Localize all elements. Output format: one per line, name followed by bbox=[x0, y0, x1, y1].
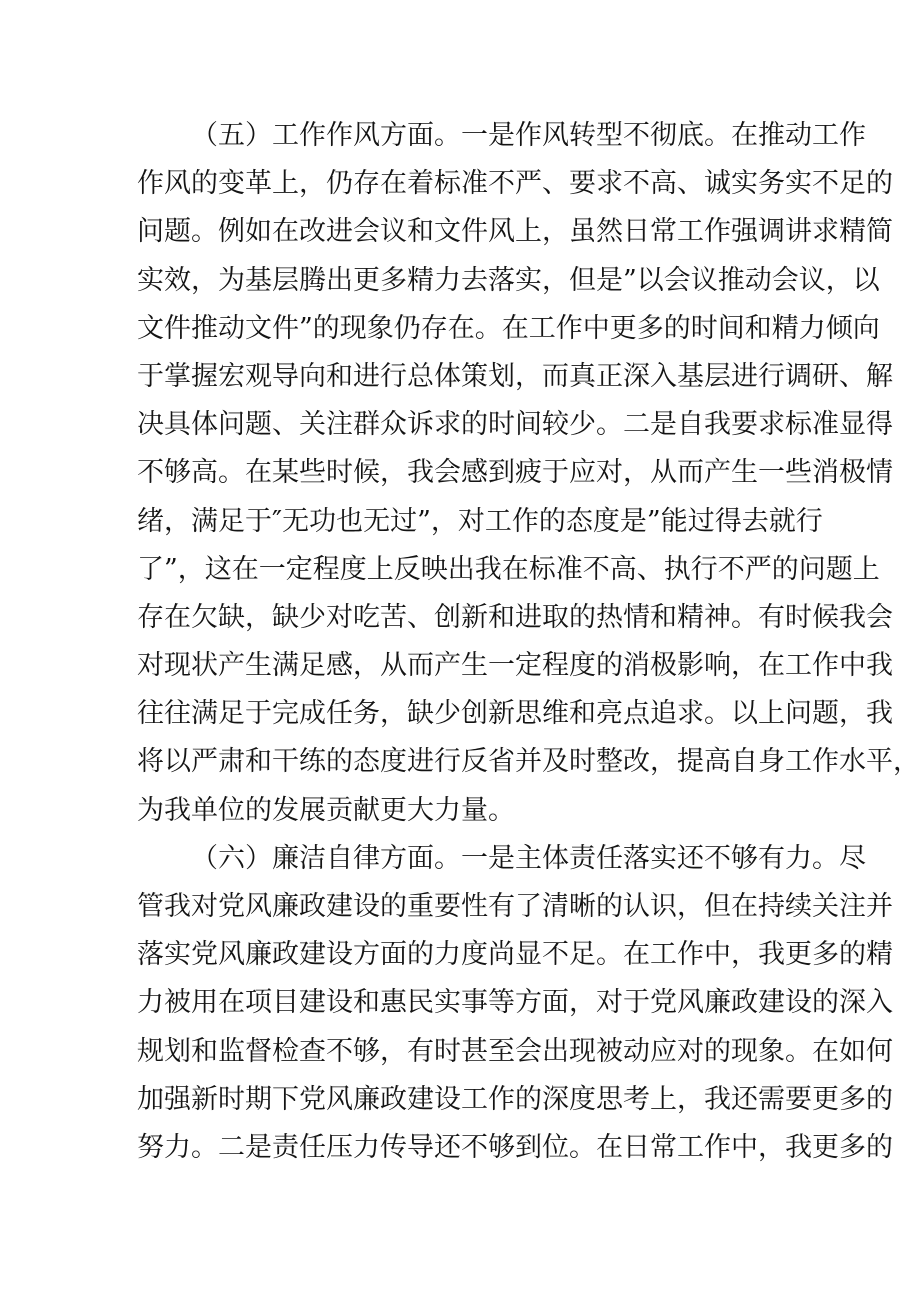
paragraph-line: 将以严肃和干练的态度进行反省并及时整改，提高自身工作水平， bbox=[137, 746, 920, 778]
paragraph-line: （五）工作作风方面。一是作风转型不彻底。在推动工作 bbox=[191, 120, 866, 151]
paragraph-line: 为我单位的发展贡献更大力量。 bbox=[137, 794, 515, 826]
paragraph-line: 作风的变革上，仍存在着标准不严、要求不高、诚实务实不足的 bbox=[137, 168, 893, 200]
paragraph-line: 往往满足于完成任务，缺少创新思维和亮点追求。以上问题，我 bbox=[137, 698, 893, 730]
paragraph-line: 实效，为基层腾出更多精力去落实，但是”以会议推动会议，以 bbox=[137, 264, 880, 296]
paragraph-line: 加强新时期下党风廉政建设工作的深度思考上，我还需要更多的 bbox=[137, 1083, 893, 1115]
paragraph-line: 问题。例如在改进会议和文件风上，虽然日常工作强调讲求精简 bbox=[137, 216, 893, 248]
paragraph-line: 力被用在项目建设和惠民实事等方面，对于党风廉政建设的深入 bbox=[137, 987, 893, 1019]
paragraph-line: 规划和监督检查不够，有时甚至会出现被动应对的现象。在如何 bbox=[137, 1035, 893, 1067]
paragraph-line: 存在欠缺，缺少对吃苦、创新和进取的热情和精神。有时候我会 bbox=[137, 601, 893, 633]
document-body bbox=[137, 112, 920, 1172]
paragraph-integrity bbox=[137, 835, 893, 1172]
paragraph-line: 决具体问题、关注群众诉求的时间较少。二是自我要求标准显得 bbox=[137, 409, 893, 441]
paragraph-line: 了”，这在一定程度上反映出我在标准不高、执行不严的问题上 bbox=[137, 553, 880, 585]
paragraph-line: （六）廉洁自律方面。一是主体责任落实还不够有力。尽 bbox=[191, 842, 866, 874]
paragraph-line: 不够高。在某些时候，我会感到疲于应对，从而产生一些消极情 bbox=[137, 457, 893, 489]
paragraph-line: 落实党风廉政建设方面的力度尚显不足。在工作中，我更多的精 bbox=[137, 939, 893, 971]
paragraph-line: 对现状产生满足感，从而产生一定程度的消极影响，在工作中我 bbox=[137, 650, 893, 682]
paragraph-line: 于掌握宏观导向和进行总体策划，而真正深入基层进行调研、解 bbox=[137, 360, 893, 392]
paragraph-line: 管我对党风廉政建设的重要性有了清晰的认识，但在持续关注并 bbox=[137, 891, 893, 922]
paragraph-work-style bbox=[137, 112, 920, 835]
paragraph-line: 绪，满足于″无功也无过”，对工作的态度是”能过得去就行 bbox=[137, 505, 823, 537]
paragraph-line: 努力。二是责任压力传导还不够到位。在日常工作中，我更多的 bbox=[137, 1131, 893, 1163]
paragraph-line: 文件推动文件”的现象仍存在。在工作中更多的时间和精力倾向 bbox=[137, 312, 880, 344]
